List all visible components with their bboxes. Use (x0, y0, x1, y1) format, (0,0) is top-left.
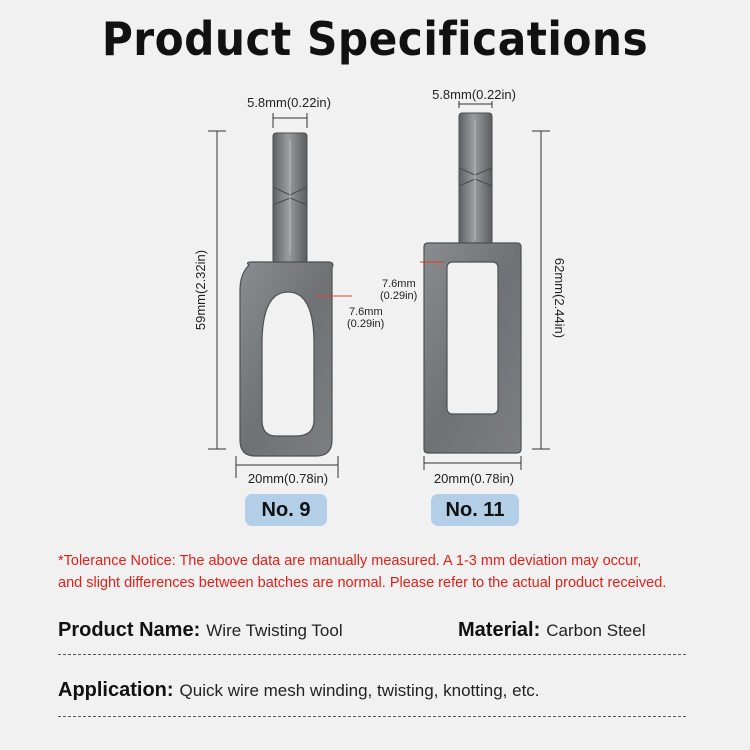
tool-no9-width-label: 20mm(0.78in) (247, 471, 329, 486)
tolerance-notice-line1: *Tolerance Notice: The above data are manually measured. A 1-3 mm deviation may occur, (58, 553, 642, 569)
tolerance-notice-line2: and slight differences between batches are normal. Please refer to the actual product received. (58, 575, 667, 591)
application-label: Application: (58, 679, 174, 701)
page-title: Product Specifications (101, 12, 649, 66)
product-name-row (58, 619, 343, 642)
tool-no11-width-label: 20mm(0.78in) (433, 471, 515, 486)
divider-bottom (58, 716, 686, 717)
application-value: Quick wire mesh winding, twisting, knotting, etc. (179, 681, 540, 700)
tool-no11-slot-label: 7.6mm (382, 278, 416, 290)
tool-no11-badge: No. 11 (431, 494, 519, 526)
material-value: Carbon Steel (546, 621, 646, 640)
application-row (58, 679, 540, 702)
tool-no11-length-label: 62mm(2.44in) (552, 257, 567, 339)
tool-no11-shank-width-label: 5.8mm(0.22in) (432, 87, 516, 102)
tool-no11-slot-label-in: (0.29in) (380, 290, 418, 302)
tool-no9-length-label: 59mm(2.32in) (193, 249, 208, 331)
tool-no11 (380, 87, 567, 486)
tool-no9 (193, 95, 384, 486)
tool-no11-body (424, 243, 521, 453)
tolerance-notice (58, 550, 738, 594)
tool-no9-slot-label-in: (0.29in) (347, 318, 385, 330)
tool-no9-slot-label: 7.6mm (349, 306, 383, 318)
product-name-value: Wire Twisting Tool (206, 621, 343, 640)
tool-no9-badge: No. 9 (245, 494, 327, 526)
tool-no9-shank-width-label: 5.8mm(0.22in) (247, 95, 331, 110)
divider-top (58, 654, 686, 655)
tool-no9-body (240, 262, 333, 456)
material-label: Material: (458, 619, 541, 641)
material-row (458, 619, 645, 642)
product-name-label: Product Name: (58, 619, 201, 641)
